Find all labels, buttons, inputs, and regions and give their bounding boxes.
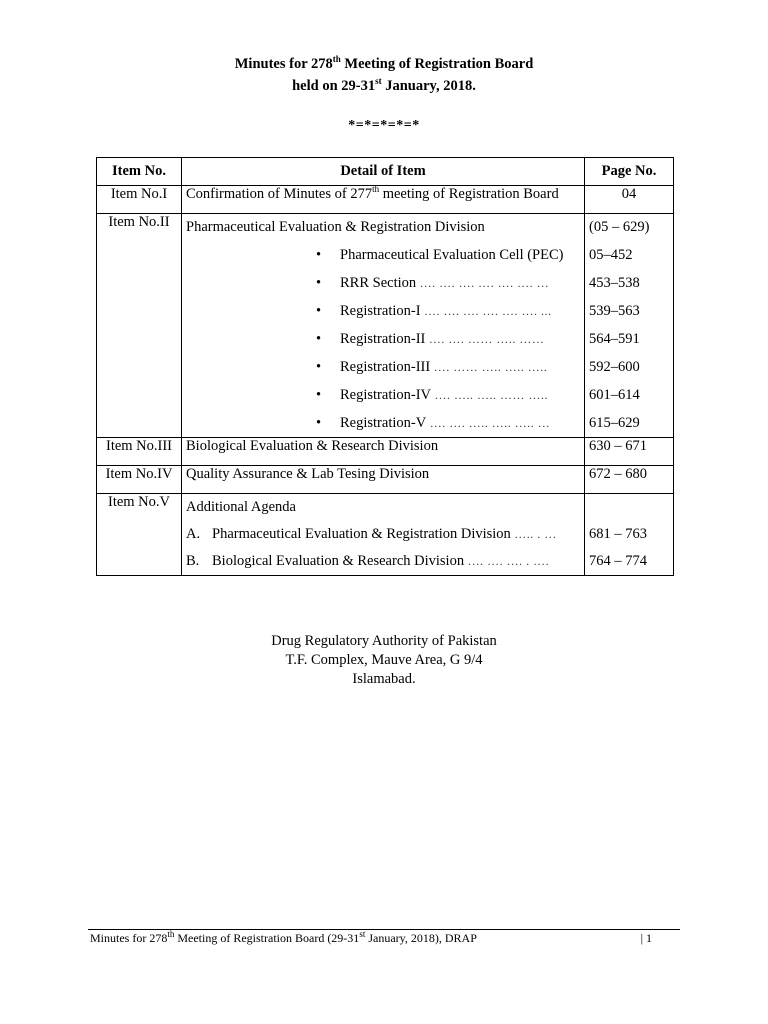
table-row: [97, 214, 674, 438]
org-address: T.F. Complex, Mauve Area, G 9/4: [285, 652, 483, 668]
item-number: Item No.IV: [97, 466, 182, 494]
document-title-line1: Minutes for 278th Meeting of Registration Board: [234, 54, 534, 72]
list-item: A. Pharmaceutical Evaluation & Registration Division ….. . …: [186, 526, 557, 542]
page-number: 672 – 680: [585, 466, 674, 494]
bullet-icon: •: [316, 331, 322, 347]
document-title-line2: held on 29-31st January, 2018.: [292, 76, 476, 94]
item-detail: [182, 214, 585, 438]
bullet-icon: •: [316, 247, 322, 263]
table-row: [97, 186, 674, 214]
list-item: • Registration-V …. …. ….. ….. ….. …: [186, 409, 580, 437]
bullet-icon: •: [316, 303, 322, 319]
address-block: [0, 632, 768, 689]
item-number: Item No.III: [97, 438, 182, 466]
list-item: • Registration-II …. …. …… ….. ……: [186, 325, 580, 353]
bullet-icon: •: [316, 387, 322, 403]
page-number: 04: [585, 186, 674, 214]
footer-page-number: | 1: [640, 931, 652, 945]
contents-table: [96, 157, 674, 576]
list-item: • RRR Section …. …. …. …. …. …. …: [186, 269, 580, 297]
bullet-icon: •: [316, 415, 322, 431]
page-number: (05 – 629) 05–452 453–538 539–563 564–591 592–600 601–614 615–629: [585, 214, 674, 438]
page-footer: Minutes for 278th Meeting of Registration Board (29-31st January, 2018), DRAP: [90, 929, 477, 945]
item-number: Item No.II: [97, 214, 182, 438]
list-item: • Registration-III …. …… ….. ….. …..: [186, 353, 580, 381]
item-detail: Confirmation of Minutes of 277th meeting of Registration Board: [182, 186, 585, 214]
list-item: • Registration-I …. …. …. …. …. …. ...: [186, 297, 580, 325]
item-detail: Biological Evaluation & Research Division: [182, 438, 585, 466]
page-number: 630 – 671: [585, 438, 674, 466]
list-item: • Registration-IV …. ….. ….. …… …..: [186, 381, 580, 409]
separator: *=*=*=*=*: [348, 118, 420, 133]
table-row: [97, 466, 674, 494]
item-number: Item No.V: [97, 494, 182, 576]
table-header-row: [97, 158, 674, 186]
page-number: 681 – 763 764 – 774: [585, 494, 674, 576]
bullet-icon: •: [316, 275, 322, 291]
col-page-header: Page No.: [585, 158, 674, 186]
item-number: Item No.I: [97, 186, 182, 214]
list-item: B. Biological Evaluation & Research Division …. …. …. . ….: [186, 553, 550, 569]
item-detail: Quality Assurance & Lab Tesing Division: [182, 466, 585, 494]
division-title: Pharmaceutical Evaluation & Registration Division: [186, 219, 485, 235]
org-city: Islamabad.: [352, 671, 416, 687]
table-row: [97, 438, 674, 466]
bullet-icon: •: [316, 359, 322, 375]
col-item-header: Item No.: [97, 158, 182, 186]
list-item: • Pharmaceutical Evaluation Cell (PEC): [186, 241, 580, 269]
table-row: [97, 494, 674, 576]
item-detail: Additional Agenda A. Pharmaceutical Evaluation & Registration Division ….. . … B. Biological Evaluation & Research Division …. …. …. . ….: [182, 494, 585, 576]
footer-divider: [88, 929, 680, 930]
org-name: Drug Regulatory Authority of Pakistan: [271, 633, 497, 649]
col-detail-header: Detail of Item: [182, 158, 585, 186]
